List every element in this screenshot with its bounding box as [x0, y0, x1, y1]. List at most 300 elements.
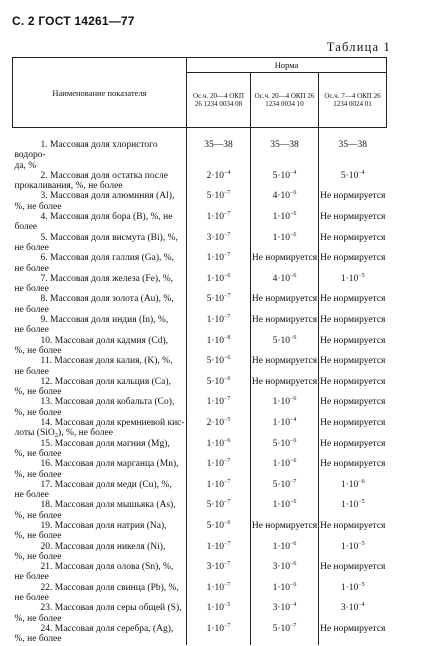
indicator-name-line1 [15, 459, 187, 469]
norm-value: Не нормируется [251, 356, 318, 367]
norm-value: 1·10 [206, 541, 225, 552]
indicator-name-text: 15. Массовая доля магния (Mg), [40, 438, 170, 449]
norm-exponent: −6 [290, 272, 297, 279]
norm-value-cell-1 [187, 294, 251, 315]
indicator-name-text: 5. Массовая доля висмута (Bi), %, [40, 232, 178, 243]
norm-value: 5·10 [272, 623, 291, 634]
indicator-name-line2: не более [14, 263, 49, 274]
norm-value-cell-1 [187, 171, 251, 192]
indicator-name-line1 [15, 315, 187, 325]
indicator-name-text: 12. Массовая доля кальция (Ca), [40, 376, 171, 387]
norm-value: 3·10 [340, 603, 359, 614]
norm-exponent: −7 [224, 252, 231, 259]
norm-value: 1·10 [206, 582, 225, 593]
norm-value-cell-2 [251, 191, 319, 212]
indicator-name-line1 [15, 233, 187, 243]
norm-value: 1·10 [272, 582, 291, 593]
norm-value-cell-2 [251, 397, 319, 418]
norm-value-cell-1 [187, 356, 251, 377]
indicator-name-cell [13, 542, 187, 563]
col-header-grade-2: Ос.ч. 20—4 ОКП 26 1234 0034 10 [251, 73, 319, 128]
norm-value: 5·10 [272, 335, 291, 346]
norm-value: Не нормируется [320, 294, 386, 305]
norm-value: Не нормируется [320, 253, 386, 264]
indicator-name-line2: не более [14, 242, 49, 253]
norm-value-cell-1 [187, 336, 251, 357]
indicator-name-text: 2. Массовая доля остатка после [40, 170, 169, 181]
indicator-name-cell [13, 397, 187, 418]
col-header-norma: Норма [187, 58, 387, 73]
norm-value: 1·10 [272, 418, 291, 429]
indicator-name-text: 14. Массовая доля кремниевой кис- [40, 418, 185, 429]
table-row [13, 603, 387, 624]
norm-value: 5·10 [206, 191, 225, 202]
norm-value: 1·10 [206, 212, 225, 223]
norm-exponent: −6 [224, 375, 231, 382]
indicator-name-line1 [15, 274, 187, 284]
table-row [13, 274, 387, 295]
norm-value-cell-1 [187, 603, 251, 624]
table-row [13, 439, 387, 460]
norm-exponent: −6 [224, 272, 231, 279]
norm-value: 5·10 [272, 479, 291, 490]
norm-value-cell-3 [319, 397, 387, 418]
norm-value: 1·10 [340, 582, 359, 593]
norm-value-cell-1 [187, 191, 251, 212]
norm-exponent: −4 [290, 169, 297, 176]
indicator-name-line1 [15, 377, 187, 387]
indicator-name-line2: %, не более [14, 407, 62, 418]
indicator-name-cell [13, 253, 187, 274]
indicator-name-line1 [15, 294, 187, 304]
table-row [13, 500, 387, 521]
indicator-name-cell [13, 459, 187, 480]
norm-value: 3·10 [272, 562, 291, 573]
norm-value: Не нормируется [320, 212, 386, 223]
norm-value: 5·10 [206, 376, 225, 387]
norm-value: 5·10 [206, 294, 225, 305]
indicator-name-line1 [15, 480, 187, 490]
norm-exponent: −7 [224, 622, 231, 629]
indicator-name-text: 11. Массовая доля калия, (K), %, [40, 356, 173, 367]
indicator-name-cell [13, 294, 187, 315]
table-body [13, 128, 387, 645]
indicator-name-line2: не более [14, 284, 49, 295]
norm-exponent: −7 [224, 314, 231, 321]
indicator-name-text: 17. Массовая доля меди (Cu), %, [40, 479, 172, 490]
norm-value-cell-2 [251, 336, 319, 357]
norm-exponent: −6 [290, 458, 297, 465]
norm-value: Не нормируется [251, 520, 318, 531]
indicator-name-text: 13. Массовая доля кобальта (Co), [40, 397, 175, 408]
indicator-name-text: 19. Массовая доля натрия (Na), [40, 520, 167, 531]
indicator-name-line1 [15, 439, 187, 449]
norm-value-cell-2 [251, 418, 319, 439]
norm-exponent: −7 [224, 231, 231, 238]
norm-exponent: −6 [224, 437, 231, 444]
norm-value: Не нормируется [251, 294, 318, 305]
indicator-name-line2: не более [14, 325, 49, 336]
norm-value: Не нормируется [320, 232, 386, 243]
norm-value-cell-2 [251, 480, 319, 501]
indicator-name-cell [13, 128, 187, 171]
indicator-name-line2: лоты (SiO₂), %, не более [14, 428, 113, 439]
norm-exponent: −4 [224, 169, 231, 176]
norm-exponent: −5 [358, 272, 365, 279]
norm-value-cell-3 [319, 521, 387, 542]
indicator-name-text: 21. Массовая доля олова (Sn), %, [40, 562, 174, 573]
indicator-name-text: 24. Массовая доля серебра, (Ag), [40, 623, 174, 634]
norm-value: 5·10 [206, 500, 225, 511]
norm-value-cell-2 [251, 624, 319, 645]
norm-value-cell-1 [187, 233, 251, 254]
norm-exponent: −6 [290, 211, 297, 218]
norm-value: 3·10 [206, 562, 225, 573]
table-row [13, 171, 387, 192]
norm-exponent: −6 [290, 499, 297, 506]
indicator-name-line2: не более [14, 304, 49, 315]
norm-exponent: −5 [358, 581, 365, 588]
indicator-name-text: 16. Массовая доля марганца (Mn), [40, 459, 179, 470]
norm-value-cell-1 [187, 128, 251, 171]
indicator-name-line1 [15, 418, 187, 428]
norm-exponent: −7 [224, 540, 231, 547]
indicator-name-line1 [15, 562, 187, 572]
norm-exponent: −7 [224, 499, 231, 506]
norm-exponent: −6 [224, 519, 231, 526]
indicator-name-text: 7. Массовая доля железа (Fe), %, [40, 273, 174, 284]
norm-value-cell-3 [319, 459, 387, 480]
page-header: С. 2 ГОСТ 14261—77 [12, 14, 135, 28]
norm-value-cell-1 [187, 377, 251, 398]
norm-exponent: −6 [290, 334, 297, 341]
norm-value: 35—38 [338, 140, 367, 150]
norm-value: 1·10 [340, 479, 359, 490]
table-row [13, 233, 387, 254]
indicator-name-line1 [15, 542, 187, 552]
norm-exponent: −7 [290, 622, 297, 629]
norm-value-cell-3 [319, 418, 387, 439]
norm-exponent: −4 [290, 417, 297, 424]
norm-value-cell-1 [187, 212, 251, 233]
norm-value-cell-2 [251, 377, 319, 398]
norm-value: 1·10 [206, 479, 225, 490]
indicator-name-line1 [15, 171, 187, 181]
norm-value-cell-1 [187, 274, 251, 295]
indicator-name-line2: %, не более [14, 201, 62, 212]
norm-value: Не нормируется [320, 520, 386, 531]
norm-value: 5·10 [340, 170, 359, 181]
indicator-name-cell [13, 336, 187, 357]
norm-exponent: −4 [290, 602, 297, 609]
indicator-name-text: 22. Массовая доля свинца (Pb), %, [40, 582, 179, 593]
indicator-name-text: 20. Массовая доля никеля (Ni), [40, 541, 166, 552]
norm-exponent: −6 [290, 561, 297, 568]
norm-exponent: −7 [224, 458, 231, 465]
table-row [13, 377, 387, 398]
norm-value-cell-3 [319, 128, 387, 171]
table-row [13, 542, 387, 563]
norm-exponent: −7 [224, 211, 231, 218]
col-header-name: Наименование показателя [13, 58, 187, 128]
indicator-name-line1 [15, 521, 187, 531]
norm-value: 1·10 [206, 623, 225, 634]
norm-value: Не нормируется [251, 376, 318, 387]
norm-value-cell-2 [251, 542, 319, 563]
norm-exponent: −7 [224, 581, 231, 588]
norm-value: 35—38 [270, 140, 299, 150]
norm-value: 3·10 [206, 232, 225, 243]
table-row [13, 315, 387, 336]
norm-value: 4·10 [272, 273, 291, 284]
table-row [13, 562, 387, 583]
norm-value-cell-1 [187, 521, 251, 542]
indicator-name-line1 [15, 253, 187, 263]
norm-value-cell-1 [187, 315, 251, 336]
norm-exponent: −5 [224, 602, 231, 609]
norm-value: 1·10 [206, 438, 225, 449]
norm-value: 1·10 [272, 500, 291, 511]
norm-exponent: −7 [224, 396, 231, 403]
norm-value: Не нормируется [251, 253, 318, 264]
indicator-name-line2: не более [14, 593, 49, 604]
indicator-name-line1 [15, 583, 187, 593]
norm-value-cell-3 [319, 191, 387, 212]
table-row [13, 624, 387, 645]
norm-value: 1·10 [272, 397, 291, 408]
indicator-name-cell [13, 500, 187, 521]
norm-value-cell-3 [319, 500, 387, 521]
table-row [13, 356, 387, 377]
norm-value-cell-1 [187, 562, 251, 583]
norm-value: Не нормируется [320, 315, 386, 326]
indicator-name-line1 [15, 624, 187, 634]
indicator-name-cell [13, 603, 187, 624]
norm-value-cell-2 [251, 500, 319, 521]
norm-value-cell-1 [187, 500, 251, 521]
indicator-name-text: 6. Массовая доля галлия (Ga), %, [40, 253, 175, 264]
norm-value: 1·10 [272, 212, 291, 223]
indicator-name-line2: не более [14, 572, 49, 583]
indicator-name-line2: %, не более [14, 613, 62, 624]
norm-exponent: −6 [290, 437, 297, 444]
norm-value-cell-2 [251, 128, 319, 171]
table-row [13, 521, 387, 542]
norm-value-cell-3 [319, 603, 387, 624]
norm-value-cell-1 [187, 418, 251, 439]
norm-exponent: −7 [224, 478, 231, 485]
norm-value-cell-3 [319, 171, 387, 192]
indicator-name-line2: %, не более [14, 510, 62, 521]
norm-value-cell-2 [251, 562, 319, 583]
norm-value: 4·10 [272, 191, 291, 202]
norm-exponent: −7 [224, 561, 231, 568]
norm-value-cell-2 [251, 439, 319, 460]
indicator-name-cell [13, 418, 187, 439]
indicator-name-cell [13, 212, 187, 233]
norm-value-cell-2 [251, 253, 319, 274]
norm-value-cell-3 [319, 274, 387, 295]
indicator-name-line2: %, не более [14, 345, 62, 356]
norm-exponent: −7 [224, 190, 231, 197]
table-row [13, 583, 387, 604]
indicator-name-line1 [15, 336, 187, 346]
table-title: Таблица 1 [326, 40, 391, 54]
norm-value-cell-3 [319, 212, 387, 233]
norm-value-cell-2 [251, 274, 319, 295]
indicator-name-line2: %, не более [14, 469, 62, 480]
norm-value-cell-2 [251, 459, 319, 480]
norm-value-cell-3 [319, 624, 387, 645]
norm-value: 5·10 [272, 170, 291, 181]
table-row [13, 480, 387, 501]
norm-exponent: −8 [224, 334, 231, 341]
indicator-name-cell [13, 521, 187, 542]
indicator-name-cell [13, 377, 187, 398]
indicator-name-cell [13, 624, 187, 645]
norm-value: 1·10 [340, 500, 359, 511]
norm-exponent: −5 [358, 540, 365, 547]
table-row [13, 336, 387, 357]
indicator-name-line2: не более [14, 490, 49, 501]
indicator-name-text: 23. Массовая доля серы общей (S), [40, 603, 182, 614]
table-row [13, 253, 387, 274]
norm-value-cell-2 [251, 356, 319, 377]
norm-value-cell-2 [251, 583, 319, 604]
norm-exponent: −4 [358, 169, 365, 176]
indicator-name-cell [13, 356, 187, 377]
norm-value-cell-1 [187, 480, 251, 501]
indicator-name-text: 1. Массовая доля хлористого водоро- [14, 140, 158, 161]
norm-value: 1·10 [272, 459, 291, 470]
norm-value-cell-3 [319, 356, 387, 377]
norm-value-cell-3 [319, 315, 387, 336]
norm-value-cell-2 [251, 171, 319, 192]
indicator-name-cell [13, 171, 187, 192]
indicator-name-text: 9. Массовая доля индия (In), %, [40, 315, 169, 326]
norm-exponent: −4 [358, 602, 365, 609]
norm-value: 1·10 [206, 603, 225, 614]
norm-value-cell-3 [319, 377, 387, 398]
norm-value-cell-1 [187, 542, 251, 563]
indicator-name-text: 10. Массовая доля кадмия (Cd), [40, 335, 169, 346]
norm-value: 1·10 [206, 459, 225, 470]
indicator-name-line1 [15, 212, 187, 222]
indicator-name-line1 [15, 356, 187, 366]
norm-value-cell-1 [187, 583, 251, 604]
norm-value: 35—38 [204, 140, 233, 150]
norm-value: 1·10 [206, 253, 225, 264]
norm-value: Не нормируется [320, 356, 386, 367]
norm-value-cell-3 [319, 294, 387, 315]
norm-value-cell-1 [187, 253, 251, 274]
indicator-name-line2: прокаливания, %, не более [14, 181, 123, 192]
table-row [13, 459, 387, 480]
norm-value-cell-2 [251, 521, 319, 542]
indicator-name-text: 3. Массовая доля алюминия (Al), [40, 191, 175, 202]
indicator-name-line2: %, не более [14, 448, 62, 459]
indicator-name-cell [13, 562, 187, 583]
norm-value-cell-3 [319, 336, 387, 357]
indicator-name-cell [13, 583, 187, 604]
norms-table [12, 57, 387, 645]
norm-value: 2·10 [206, 418, 225, 429]
norm-exponent: −6 [290, 190, 297, 197]
indicator-name-line2: %, не более [14, 634, 62, 645]
table-row [13, 397, 387, 418]
indicator-name-line1 [15, 140, 187, 161]
norm-value: 1·10 [272, 541, 291, 552]
norm-value-cell-1 [187, 397, 251, 418]
indicator-name-cell [13, 439, 187, 460]
norm-value-cell-3 [319, 439, 387, 460]
indicator-name-line2: более [14, 222, 38, 233]
indicator-name-line1 [15, 191, 187, 201]
norm-value: Не нормируется [320, 438, 386, 449]
norm-value-cell-1 [187, 439, 251, 460]
norm-value: Не нормируется [320, 335, 386, 346]
norm-exponent: −5 [358, 499, 365, 506]
table-row [13, 212, 387, 233]
norm-value-cell-3 [319, 480, 387, 501]
norm-value: 1·10 [206, 335, 225, 346]
norm-exponent: −7 [290, 478, 297, 485]
indicator-name-line2: не более [14, 366, 49, 377]
table-row [13, 128, 387, 171]
indicator-name-cell [13, 233, 187, 254]
indicator-name-line1 [15, 603, 187, 613]
norm-value: 1·10 [272, 232, 291, 243]
norm-exponent: −5 [224, 417, 231, 424]
indicator-name-line1 [15, 397, 187, 407]
norm-value-cell-2 [251, 212, 319, 233]
indicator-name-cell [13, 191, 187, 212]
norm-value-cell-3 [319, 233, 387, 254]
norm-value-cell-3 [319, 542, 387, 563]
norm-value-cell-2 [251, 603, 319, 624]
norm-exponent: −6 [224, 355, 231, 362]
norm-exponent: −6 [290, 540, 297, 547]
norm-value: 2·10 [206, 170, 225, 181]
indicator-name-text: 18. Массовая доля мышьяка (As), [40, 500, 176, 511]
norm-value: Не нормируется [320, 418, 386, 429]
indicator-name-line2: %, не более [14, 531, 62, 542]
indicator-name-line2: %, не более [14, 387, 62, 398]
norm-exponent: −7 [224, 293, 231, 300]
norm-value-cell-2 [251, 315, 319, 336]
indicator-name-cell [13, 315, 187, 336]
norm-value: 3·10 [272, 603, 291, 614]
col-header-grade-3: Ос.ч. 7—4 ОКП 26 1234 0024 01 [319, 73, 387, 128]
norm-value: 5·10 [206, 520, 225, 531]
norm-value: Не нормируется [320, 623, 386, 634]
norm-value: Не нормируется [320, 562, 386, 573]
norm-value-cell-3 [319, 253, 387, 274]
norm-value-cell-2 [251, 233, 319, 254]
indicator-name-line2: %, не более [14, 551, 62, 562]
norm-value: 1·10 [206, 273, 225, 284]
indicator-name-text: 4. Массовая доля бора (B), %, не [40, 212, 173, 223]
norm-exponent: −6 [358, 478, 365, 485]
norm-value: 1·10 [206, 397, 225, 408]
norm-exponent: −6 [290, 581, 297, 588]
norm-value-cell-3 [319, 562, 387, 583]
norm-value: Не нормируется [320, 459, 386, 470]
norm-value: Не нормируется [320, 376, 386, 387]
norm-value: 5·10 [206, 356, 225, 367]
norm-value-cell-2 [251, 294, 319, 315]
norm-value-cell-1 [187, 459, 251, 480]
